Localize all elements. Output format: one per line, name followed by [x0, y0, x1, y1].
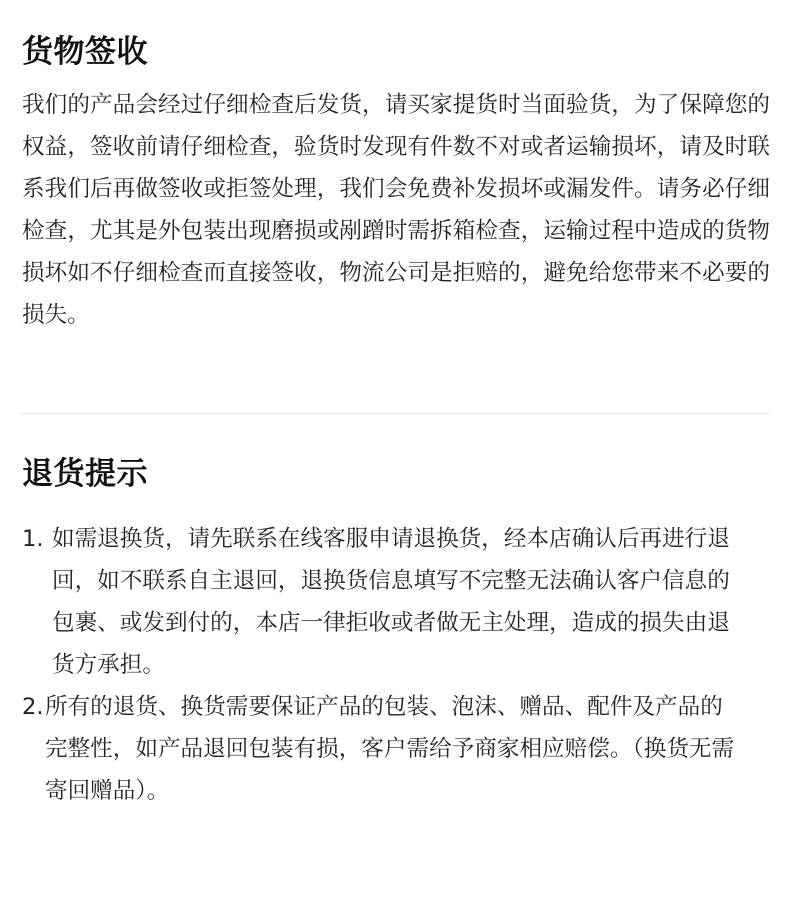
returns-section [22, 452, 770, 812]
list-item-text: 如需退换货，请先联系在线客服申请退换货，经本店确认后再进行退回，如不联系自主退回，退换货信息填写不完整无法确认客户信息的包裹、或发到付的，本店一律拒收或者做无主处理，造成的损失由退货方承担。 [52, 526, 730, 678]
list-item-number: 1. [22, 526, 44, 552]
section-divider [20, 413, 770, 414]
returns-list [22, 518, 770, 812]
receipt-body-text: 我们的产品会经过仔细检查后发货，请买家提货时当面验货，为了保障您的权益，签收前请仔细检查，验货时发现有件数不对或者运输损坏，请及时联系我们后再做签收或拒签处理，我们会免费补发损坏或漏发件。请务必仔细检查，尤其是外包装出现磨损或剐蹭时需拆箱检查，运输过程中造成的货物损坏如不仔细检查而直接签收，物流公司是拒赔的，避免给您带来不必要的损失。 [22, 92, 770, 328]
returns-list-item [22, 518, 770, 686]
list-item-number: 2. [22, 694, 44, 720]
returns-heading: 退货提示 [22, 456, 148, 492]
returns-list-item [22, 686, 770, 812]
list-item-text: 所有的退货、换货需要保证产品的包装、泡沫、赠品、配件及产品的完整性，如产品退回包装有损，客户需给予商家相应赔偿。（换货无需寄回赠品）。 [45, 694, 735, 804]
receipt-section [22, 30, 770, 336]
receipt-heading: 货物签收 [22, 34, 148, 70]
